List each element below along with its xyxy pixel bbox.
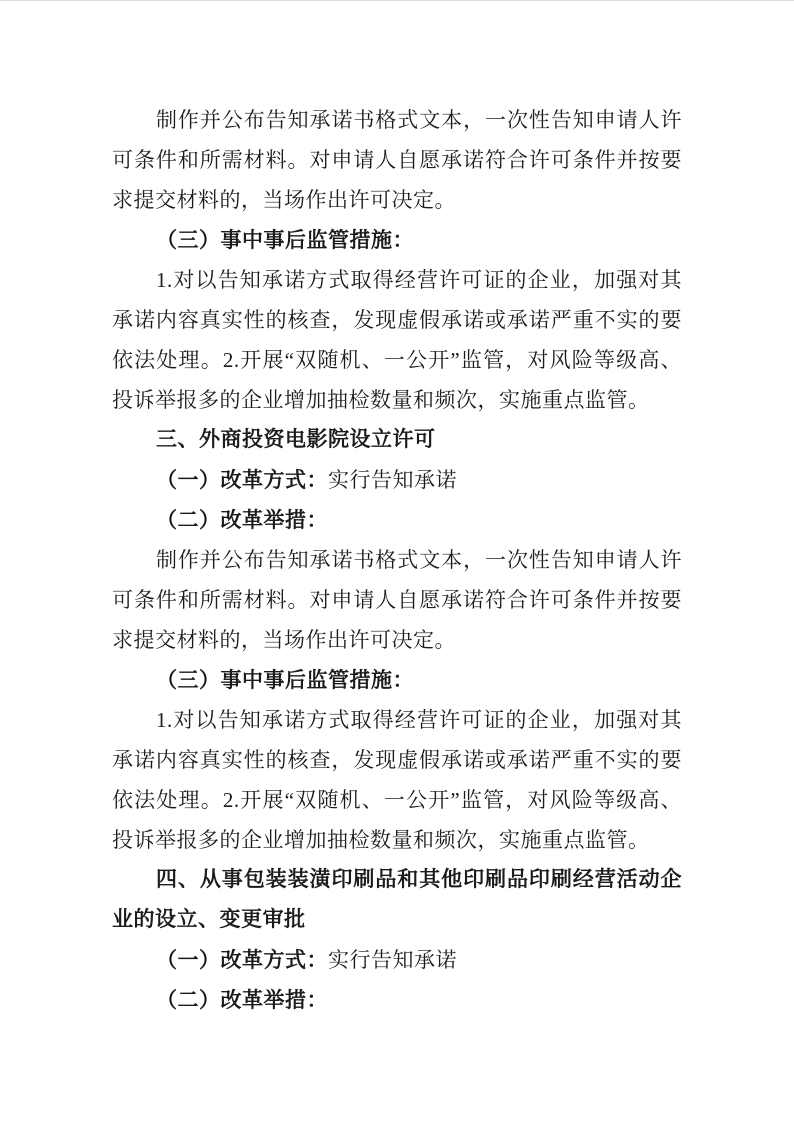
body-text-line: 制作并公布告知承诺书格式文本，一次性告知申请人许	[156, 108, 682, 132]
section-heading-four: 四、从事包装装潢印刷品和其他印刷品印刷经营活动企	[156, 868, 682, 891]
reform-method-value: 实行告知承诺	[328, 948, 457, 972]
body-text-line: 可条件和所需材料。对申请人自愿承诺符合许可条件并按要	[112, 148, 682, 172]
body-text-line: 求提交材料的，当场作出许可决定。	[112, 628, 456, 652]
document-content	[112, 100, 682, 1020]
body-text-line: 可条件和所需材料。对申请人自愿承诺符合许可条件并按要	[112, 588, 682, 612]
reform-method-label: （一）改革方式：	[156, 948, 328, 972]
body-text-line: 求提交材料的，当场作出许可决定。	[112, 188, 456, 212]
reform-method-line	[112, 940, 682, 980]
body-text-line: 1.对以告知承诺方式取得经营许可证的企业，加强对其	[156, 268, 682, 292]
body-text-line: 1.对以告知承诺方式取得经营许可证的企业，加强对其	[156, 708, 682, 732]
body-text-line: 投诉举报多的企业增加抽检数量和频次，实施重点监管。	[112, 388, 650, 412]
body-text-line: 投诉举报多的企业增加抽检数量和频次，实施重点监管。	[112, 828, 650, 852]
reform-method-value: 实行告知承诺	[328, 468, 457, 492]
subheading-supervision-measures: （三）事中事后监管措施：	[156, 668, 414, 692]
page-top-edge-artifact	[0, 0, 794, 1]
section-heading-three: 三、外商投资电影院设立许可	[156, 428, 436, 451]
subheading-reform-measures: （二）改革举措：	[156, 508, 328, 532]
subheading-reform-measures: （二）改革举措：	[156, 988, 328, 1012]
body-text-line: 依法处理。2.开展“双随机、一公开”监管，对风险等级高、	[112, 788, 682, 812]
reform-method-label: （一）改革方式：	[156, 468, 328, 492]
reform-method-line	[112, 460, 682, 500]
body-text-line: 制作并公布告知承诺书格式文本，一次性告知申请人许	[156, 548, 682, 572]
body-text-line: 承诺内容真实性的核查，发现虚假承诺或承诺严重不实的要	[112, 748, 682, 772]
subheading-supervision-measures: （三）事中事后监管措施：	[156, 228, 414, 252]
body-text-line: 依法处理。2.开展“双随机、一公开”监管，对风险等级高、	[112, 348, 682, 372]
body-text-line: 承诺内容真实性的核查，发现虚假承诺或承诺严重不实的要	[112, 308, 682, 332]
section-heading-four: 业的设立、变更审批	[112, 908, 306, 931]
